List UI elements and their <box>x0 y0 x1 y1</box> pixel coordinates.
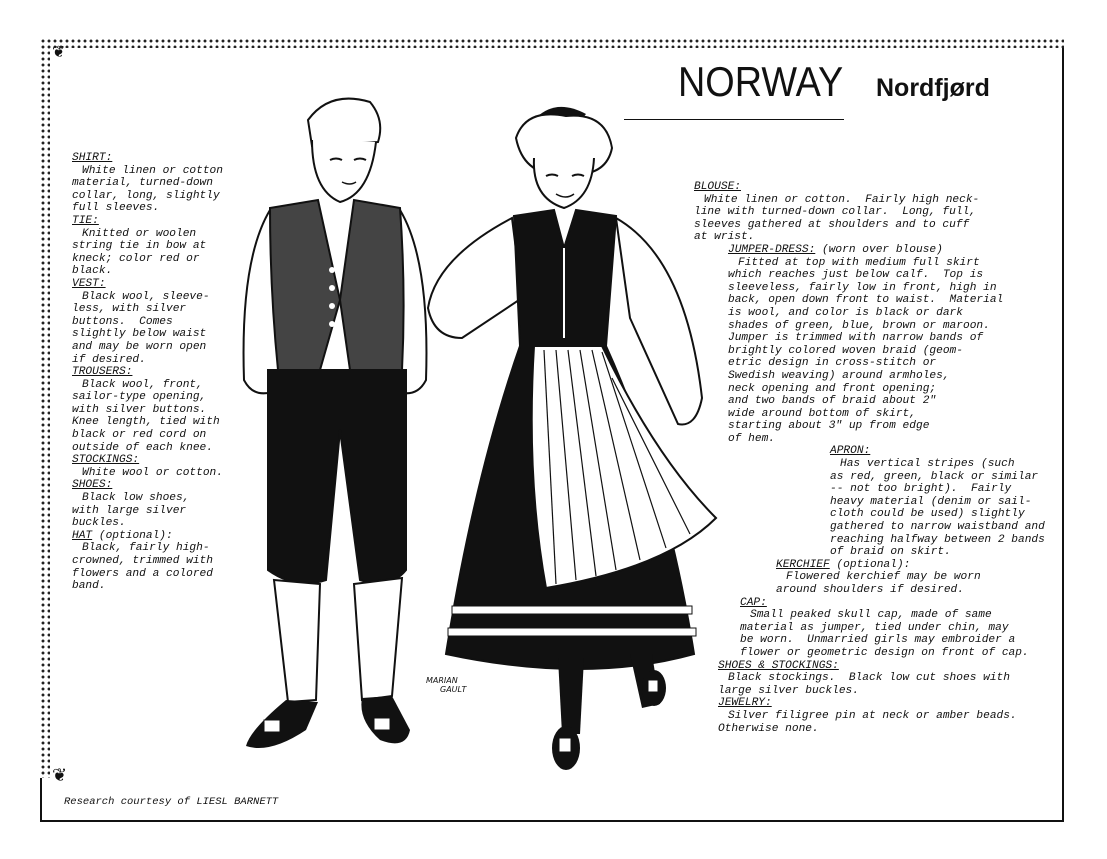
section-line: Silver filigree pin at neck or amber beads. <box>728 709 1017 722</box>
heading-label: STOCKINGS: <box>72 454 140 467</box>
section-line: Knee length, tied with <box>72 416 220 429</box>
heading-label: TROUSERS: <box>72 366 133 379</box>
section-line: collar, long, slightly <box>72 189 220 202</box>
section-line: less, with silver <box>72 303 187 316</box>
heading-label: SHOES & STOCKINGS: <box>718 659 839 672</box>
section-line: reaching halfway between 2 bands <box>830 533 1045 546</box>
section-line: Black, fairly high- <box>82 542 210 555</box>
page-subtitle: Nordfjørd <box>876 74 990 102</box>
section-line: of hem. <box>728 432 775 445</box>
research-credit: Research courtesy of LIESL BARNETT <box>64 796 279 808</box>
section-line: flower or geometric design on front of cap. <box>740 646 1029 659</box>
heading-label: BLOUSE: <box>694 181 741 193</box>
section-line: etric design in cross-stitch or <box>728 357 937 370</box>
page-title: NORWAY <box>678 58 844 105</box>
section-heading-jewelry <box>718 697 1045 710</box>
section-line: heavy material (denim or sail- <box>830 495 1032 508</box>
heading-label: HAT <box>72 529 93 542</box>
heading-label: JUMPER-DRESS: <box>728 243 816 256</box>
section-line: at wrist. <box>694 231 755 244</box>
section-heading-shirt <box>72 152 223 165</box>
section-line: around shoulders if desired. <box>776 584 964 596</box>
section-heading-stockings <box>72 454 223 467</box>
section-line: Jumper is trimmed with narrow bands of <box>728 332 984 345</box>
section-line: White wool or cotton. <box>82 466 223 479</box>
section-line: sleeveless, fairly low in front, high in <box>728 281 997 294</box>
section-line: Fitted at top with medium full skirt <box>738 256 980 269</box>
section-line: black or red cord on <box>72 429 207 442</box>
section-line: wide around bottom of skirt, <box>728 407 916 420</box>
section-line: starting about 3" up from edge <box>728 420 930 433</box>
man-figure <box>230 90 440 760</box>
section-line: with silver buttons. <box>72 403 207 416</box>
section-heading-cap <box>740 597 1045 610</box>
artist-signature-last: GAULT <box>440 685 467 694</box>
section-line: is wool, and color is black or dark <box>728 306 963 319</box>
section-line: Black wool, sleeve- <box>82 290 210 303</box>
section-line: White linen or cotton <box>82 164 223 177</box>
section-line: which reaches just below calf. Top is <box>728 269 984 282</box>
section-line: cloth could be used) slightly <box>830 508 1025 521</box>
section-line: be worn. Unmarried girls may embroider a <box>740 634 1016 647</box>
heading-label: CAP: <box>740 596 767 609</box>
section-line: full sleeves. <box>72 202 160 215</box>
section-heading-apron <box>830 445 1045 458</box>
section-line: Otherwise none. <box>718 722 819 735</box>
section-line: buckles. <box>72 517 126 530</box>
section-line: as red, green, black or similar <box>830 470 1039 483</box>
section-line: brightly colored woven braid (geom- <box>728 344 963 357</box>
men-costume-notes <box>72 152 223 593</box>
section-line: Has vertical stripes (such <box>840 458 1015 471</box>
section-line: crowned, trimmed with <box>72 555 213 567</box>
section-heading-blouse <box>694 181 1045 194</box>
section-line: Black low shoes, <box>82 492 190 505</box>
heading-note: (worn over blouse) <box>815 243 943 256</box>
section-line: large silver buckles. <box>718 684 859 697</box>
section-line: with large silver <box>72 504 187 517</box>
section-line: Black wool, front, <box>82 378 203 391</box>
section-line: Swedish weaving) around armholes, <box>728 369 950 382</box>
heading-label: TIE: <box>72 214 99 227</box>
section-line: if desired. <box>72 353 146 366</box>
section-line: and may be worn open <box>72 340 207 353</box>
section-line: Black stockings. Black low cut shoes with <box>728 672 1010 685</box>
section-heading-hat <box>72 530 223 543</box>
section-line: outside of each knee. <box>72 441 213 454</box>
section-heading-shoes_stockings <box>718 660 1045 673</box>
section-line: Flowered kerchief may be worn <box>786 571 981 584</box>
leaf-icon: ❦ <box>52 765 68 786</box>
section-line: buttons. Comes <box>72 315 173 328</box>
decorative-border-left <box>40 38 50 778</box>
section-line: line with turned-down collar. Long, full, <box>694 206 976 219</box>
heading-note: (optional): <box>829 558 911 571</box>
heading-note: (optional): <box>92 529 173 542</box>
section-heading-trousers <box>72 366 223 379</box>
section-line: shades of green, blue, brown or maroon. <box>728 319 990 332</box>
section-line: sleeves gathered at shoulders and to cuff <box>694 218 970 231</box>
artist-signature <box>426 676 466 694</box>
section-heading-kerchief <box>776 559 1045 572</box>
women-costume-notes <box>694 181 1045 735</box>
section-line: -- not too bright). Fairly <box>830 483 1012 496</box>
section-line: band. <box>72 580 106 593</box>
section-heading-shoes <box>72 479 223 492</box>
woman-figure <box>416 98 736 774</box>
heading-label: APRON: <box>830 445 871 458</box>
section-line: flowers and a colored <box>72 567 213 580</box>
section-line: string tie in bow at <box>72 240 207 253</box>
artist-signature-first: MARIAN <box>426 676 458 685</box>
section-heading-jumper <box>728 244 1045 257</box>
section-line: back, open down front to waist. Material <box>728 294 1004 307</box>
section-line: black. <box>72 265 113 278</box>
section-line: and two bands of braid about 2" <box>728 395 937 408</box>
section-line: of braid on skirt. <box>830 546 951 559</box>
heading-label: SHOES: <box>72 479 113 492</box>
section-line: material as jumper, tied under chin, may <box>740 621 1009 634</box>
heading-label: KERCHIEF <box>776 558 830 571</box>
section-line: sailor-type opening, <box>72 391 207 404</box>
section-line: kneck; color red or <box>72 252 200 265</box>
heading-label: SHIRT: <box>72 152 113 164</box>
section-heading-vest <box>72 278 223 291</box>
section-line: material, turned-down <box>72 177 213 190</box>
leaf-icon: ❦ <box>52 42 66 61</box>
section-heading-tie <box>72 215 223 228</box>
section-line: White linen or cotton. Fairly high neck- <box>704 193 980 206</box>
section-line: gathered to narrow waistband and <box>830 521 1045 534</box>
heading-label: JEWELRY: <box>718 697 772 710</box>
section-line: slightly below waist <box>72 328 207 341</box>
decorative-border-top <box>40 38 1064 48</box>
section-line: Knitted or woolen <box>82 227 197 240</box>
section-line: Small peaked skull cap, made of same <box>750 609 992 622</box>
heading-label: VEST: <box>72 277 106 290</box>
section-line: neck opening and front opening; <box>728 382 937 395</box>
